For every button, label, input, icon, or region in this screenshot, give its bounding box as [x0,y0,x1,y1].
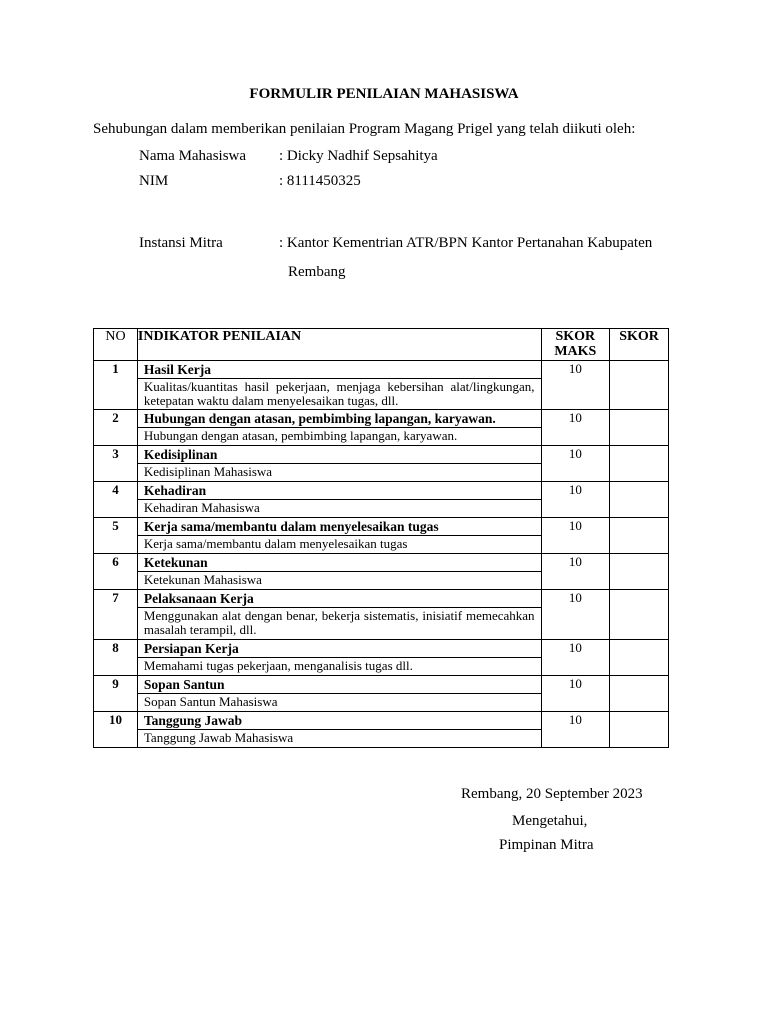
nim-label: NIM [139,173,169,189]
indicator-title: Pelaksanaan Kerja [138,590,541,608]
row-max-score: 10 [541,676,610,712]
table-header-row [94,329,669,361]
indicator-description: Sopan Santun Mahasiswa [143,694,278,709]
table-row [94,640,669,676]
indicator-description: Memahami tugas pekerjaan, menganalisis tugas dll. [143,658,413,673]
row-number: 7 [94,590,138,640]
row-max-score: 10 [541,446,610,482]
indicator-description: Hubungan dengan atasan, pembimbing lapangan, karyawan. [143,428,458,443]
header-indikator: INDIKATOR PENILAIAN [137,329,541,361]
row-number: 5 [94,518,138,554]
row-max-score: 10 [541,712,610,748]
row-score-cell[interactable] [610,676,669,712]
table-row [94,590,669,640]
indicator-title: Persiapan Kerja [138,640,541,658]
indicator-title: Hasil Kerja [138,361,541,379]
indicator-title: Tanggung Jawab [138,712,541,730]
table-row [94,482,669,518]
row-indicator [137,554,541,590]
row-number: 3 [94,446,138,482]
nama-value: : Dicky Nadhif Sepsahitya [279,148,438,164]
header-skor: SKOR [610,329,669,361]
signature-acknowledged: Mengetahui, [512,813,588,829]
indicator-title: Kerja sama/membantu dalam menyelesaikan tugas [138,518,541,536]
row-max-score: 10 [541,640,610,676]
row-max-score: 10 [541,361,610,410]
row-indicator [137,482,541,518]
table-row [94,361,669,410]
row-indicator [137,446,541,482]
row-number: 2 [94,410,138,446]
row-indicator [137,640,541,676]
row-indicator [137,410,541,446]
row-max-score: 10 [541,590,610,640]
row-indicator [137,518,541,554]
assessment-table [93,328,669,748]
row-score-cell[interactable] [610,410,669,446]
table-row [94,712,669,748]
row-indicator [137,590,541,640]
indicator-description: Menggunakan alat dengan benar, bekerja sistematis, inisiatif memecahkan masalah terampil, dll. [143,608,535,637]
indicator-description: Tanggung Jawab Mahasiswa [143,730,294,745]
row-score-cell[interactable] [610,518,669,554]
document-title: FORMULIR PENILAIAN MAHASISWA [249,86,519,102]
row-score-cell[interactable] [610,482,669,518]
row-score-cell[interactable] [610,640,669,676]
header-skor-maks-line1: SKOR [555,329,596,344]
header-skor-maks-line2: MAKS [554,344,597,359]
indicator-title: Sopan Santun [138,676,541,694]
row-max-score: 10 [541,518,610,554]
indicator-title: Ketekunan [138,554,541,572]
row-indicator [137,676,541,712]
row-score-cell[interactable] [610,554,669,590]
row-number: 9 [94,676,138,712]
row-score-cell[interactable] [610,446,669,482]
row-number: 1 [94,361,138,410]
row-indicator [137,361,541,410]
indicator-description: Kehadiran Mahasiswa [143,500,260,515]
indicator-description: Kerja sama/membantu dalam menyelesaikan tugas [143,536,408,551]
row-max-score: 10 [541,410,610,446]
row-score-cell[interactable] [610,590,669,640]
table-row [94,676,669,712]
row-number: 4 [94,482,138,518]
signature-place-date: Rembang, 20 September 2023 [461,786,643,802]
header-skor-maks [541,329,610,361]
row-indicator [137,712,541,748]
instansi-value-continued: Rembang [288,264,346,280]
intro-text: Sehubungan dalam memberikan penilaian Program Magang Prigel yang telah diikuti oleh: [93,121,636,137]
nama-label: Nama Mahasiswa [139,148,247,164]
row-score-cell[interactable] [610,712,669,748]
indicator-description: Kualitas/kuantitas hasil pekerjaan, menjaga kebersihan alat/lingkungan, ketepatan waktu dalam menyelesaikan tugas, dll. [143,379,535,408]
row-number: 8 [94,640,138,676]
row-number: 10 [94,712,138,748]
row-score-cell[interactable] [610,361,669,410]
table-row [94,518,669,554]
indicator-title: Kehadiran [138,482,541,500]
instansi-label: Instansi Mitra [139,235,223,251]
table-row [94,410,669,446]
row-max-score: 10 [541,482,610,518]
instansi-value: : Kantor Kementrian ATR/BPN Kantor Pertanahan Kabupaten [279,235,653,251]
indicator-title: Kedisiplinan [138,446,541,464]
indicator-description: Ketekunan Mahasiswa [143,572,262,587]
indicator-description: Kedisiplinan Mahasiswa [143,464,273,479]
row-number: 6 [94,554,138,590]
row-max-score: 10 [541,554,610,590]
table-row [94,554,669,590]
header-no: NO [94,329,138,361]
signature-role: Pimpinan Mitra [499,837,594,853]
nim-value: : 8111450325 [279,173,361,189]
table-row [94,446,669,482]
indicator-title: Hubungan dengan atasan, pembimbing lapangan, karyawan. [138,410,541,428]
